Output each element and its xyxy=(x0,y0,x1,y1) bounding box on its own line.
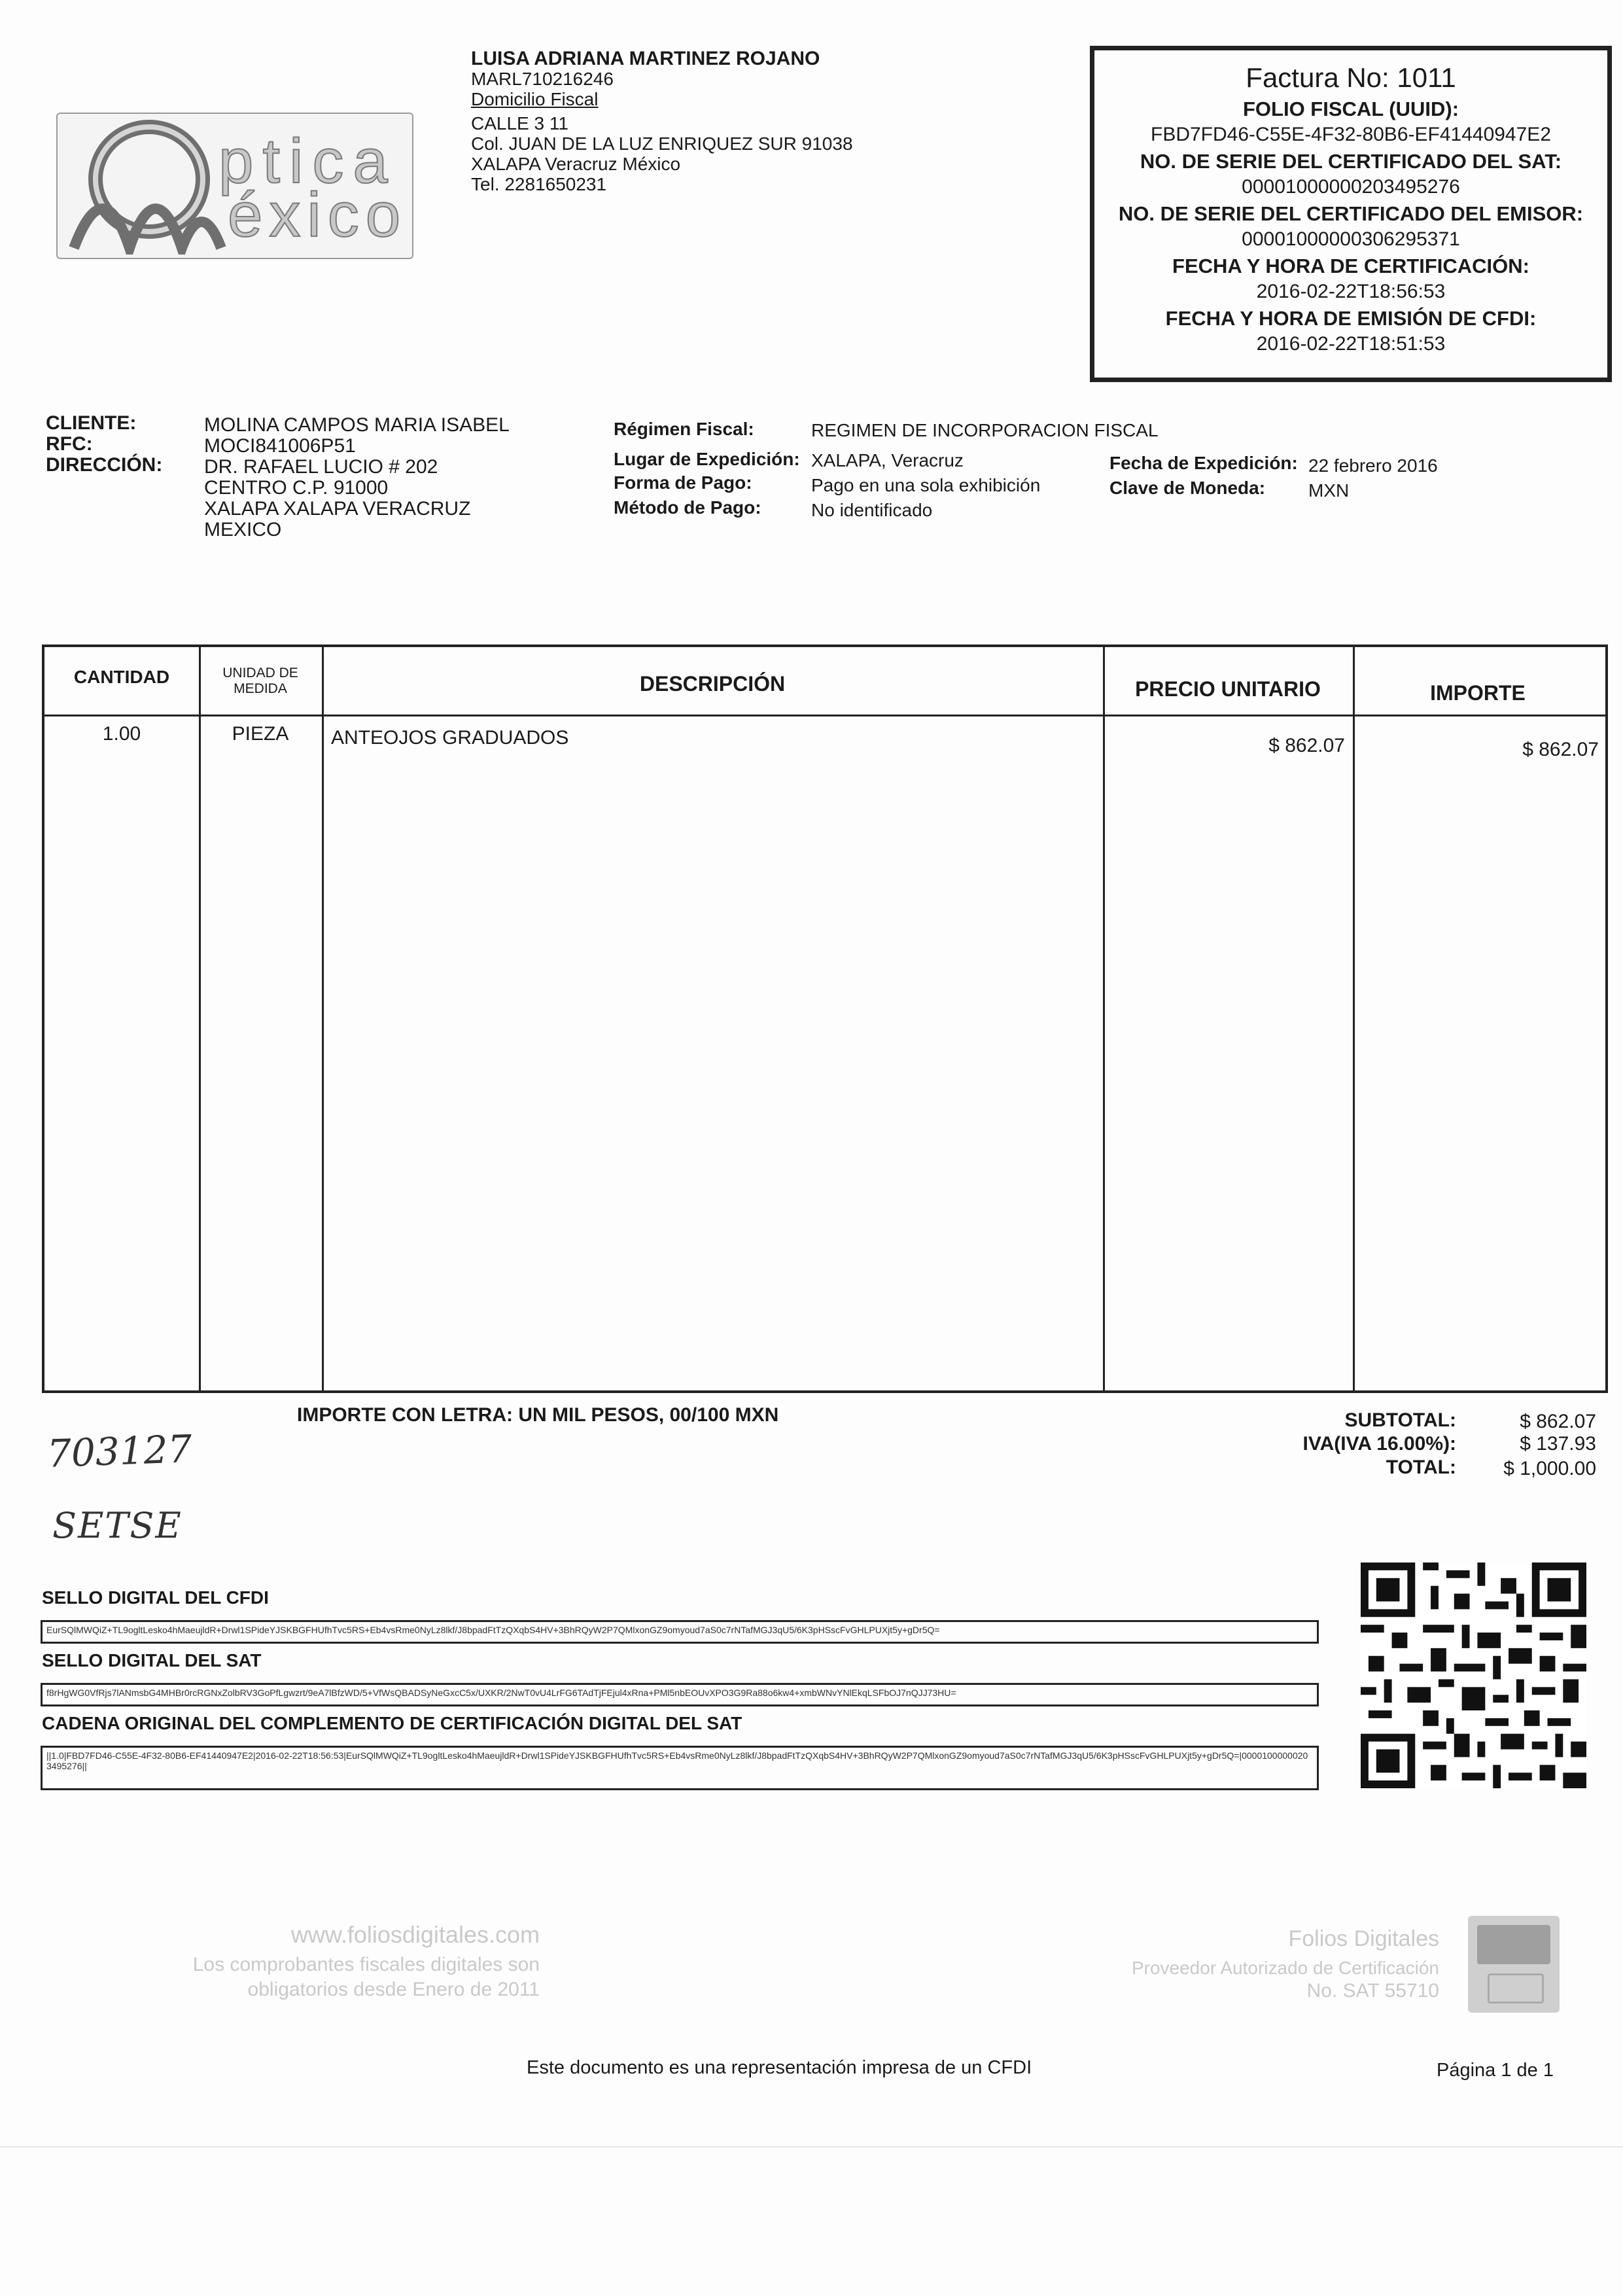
cert-date-label: FECHA Y HORA DE CERTIFICACIÓN: xyxy=(1172,255,1529,277)
items-table xyxy=(42,645,1608,1393)
cadena-label: CADENA ORIGINAL DEL COMPLEMENTO DE CERTIFICACIÓN DIGITAL DEL SAT xyxy=(42,1713,742,1733)
emisor-cert-label: NO. DE SERIE DEL CERTIFICADO DEL EMISOR: xyxy=(1118,202,1584,225)
header-importe: IMPORTE xyxy=(1430,681,1526,705)
forma-label: Forma de Pago: xyxy=(614,472,752,493)
sello-cfdi-box: EurSQlMWQiZ+TL9ogltLesko4hMaeujldR+Drwl1SPideYJSKBGFHUfhTvc5RS+Eb4vsRme0NyLz8lkf/J8bpadFtTzQXqbS4HV+3BhRQyW2P7QMlxonGZ9omyoud7aS0c7rNTafMGJ3qU5/6K3pHSscFvGHLPUXjt5y+gDr5Q= xyxy=(41,1620,1319,1644)
footer-note-2: obligatorios desde Enero de 2011 xyxy=(247,1979,540,2000)
cfdi-representation-note: Este documento es una representación impresa de un CFDI xyxy=(527,2057,1032,2078)
lugar-value: XALAPA, Veracruz xyxy=(811,450,964,470)
regimen-label: Régimen Fiscal: xyxy=(614,419,754,439)
sat-seal-icon xyxy=(1468,1916,1560,2013)
logo-mark-icon xyxy=(64,117,228,255)
folio-value: FBD7FD46-C55E-4F32-80B6-EF41440947E2 xyxy=(1151,124,1551,145)
sat-cert-label: NO. DE SERIE DEL CERTIFICADO DEL SAT: xyxy=(1140,150,1562,173)
folio-label: FOLIO FISCAL (UUID): xyxy=(1242,97,1459,120)
rfc-label: RFC: xyxy=(46,433,93,455)
emision-date-label: FECHA Y HORA DE EMISIÓN DE CFDI: xyxy=(1165,307,1537,330)
sello-sat-box: f8rHgWG0VfRjs7lANmsbG4MHBr0rcRGNxZolbRV3GoPfLgwzrt/9eA7lBfzWD/5+VfWsQBADSyNeGxcC5x/UXKR/2NwT0vU4LrFG6TAdTjFEjul4xRna+PMl5nbEOUvXPO3G9Ra88o6kw4+xmbWNvYNlEkqLSFbOJ7nQJJ73HU= xyxy=(41,1683,1319,1706)
cliente-label: CLIENTE: xyxy=(46,412,137,434)
domicilio-label: Domicilio Fiscal xyxy=(471,89,599,109)
footer-website: www.foliosdigitales.com xyxy=(290,1921,540,1948)
client-name: MOLINA CAMPOS MARIA ISABEL xyxy=(204,414,510,436)
emision-date-value: 2016-02-22T18:51:53 xyxy=(1256,333,1446,355)
client-rfc: MOCI841006P51 xyxy=(204,435,356,457)
regimen-value: REGIMEN DE INCORPORACION FISCAL xyxy=(811,420,1159,440)
importe-letra xyxy=(297,1404,778,1426)
logo-text-optica: ptica xyxy=(218,126,397,196)
header-unidad-line1: UNIDAD DE xyxy=(222,665,298,680)
col-divider xyxy=(199,647,201,1390)
client-addr-4: MEXICO xyxy=(204,519,282,540)
handwritten-number: 703127 xyxy=(46,1426,193,1476)
moneda-value: MXN xyxy=(1308,480,1350,501)
issuer-phone: Tel. 2281650231 xyxy=(471,174,607,194)
invoice-number: Factura No: 1011 xyxy=(1246,62,1456,93)
lugar-label: Lugar de Expedición: xyxy=(614,449,800,469)
header-descripcion: DESCRIPCIÓN xyxy=(639,672,786,696)
issuer-name: LUISA ADRIANA MARTINEZ ROJANO xyxy=(471,48,820,69)
issuer-city: XALAPA Veracruz México xyxy=(471,154,681,174)
cell-descripcion: ANTEOJOS GRADUADOS xyxy=(331,727,569,749)
cell-cantidad: 1.00 xyxy=(102,723,141,745)
qr-code-icon xyxy=(1361,1563,1586,1788)
footer-brand: Folios Digitales xyxy=(1288,1926,1439,1951)
issuer-colonia: Col. JUAN DE LA LUZ ENRIQUEZ SUR 91038 xyxy=(471,133,853,154)
client-addr-1: DR. RAFAEL LUCIO # 202 xyxy=(204,456,438,478)
cell-importe: $ 862.07 xyxy=(1522,739,1599,760)
client-addr-3: XALAPA XALAPA VERACRUZ xyxy=(204,498,471,520)
company-logo xyxy=(56,113,413,259)
metodo-label: Método de Pago: xyxy=(614,497,761,518)
cell-unidad: PIEZA xyxy=(232,723,289,745)
page-edge-line xyxy=(0,2146,1623,2147)
subtotal-value: $ 862.07 xyxy=(1520,1411,1596,1432)
header-divider xyxy=(44,715,1605,716)
header-cantidad: CANTIDAD xyxy=(73,667,170,687)
iva-label: IVA(IVA 16.00%): xyxy=(1302,1433,1456,1455)
handwritten-note: SETSE xyxy=(52,1505,183,1546)
page-number: Página 1 de 1 xyxy=(1437,2060,1554,2081)
total-value: $ 1,000.00 xyxy=(1503,1458,1596,1479)
issuer-street: CALLE 3 11 xyxy=(471,113,568,133)
issuer-block xyxy=(471,48,853,194)
header-precio: PRECIO UNITARIO xyxy=(1135,677,1321,701)
header-unidad-line2: MEDIDA xyxy=(234,681,287,696)
footer-sat-number: No. SAT 55710 xyxy=(1306,1980,1439,2002)
cell-precio: $ 862.07 xyxy=(1268,735,1345,756)
emisor-cert-value: 00001000000306295371 xyxy=(1242,228,1460,250)
header-unidad xyxy=(199,665,322,697)
fecha-label: Fecha de Expedición: xyxy=(1109,453,1298,473)
logo-text-mexico: éxico xyxy=(228,180,408,250)
col-divider xyxy=(322,647,324,1390)
col-divider xyxy=(1103,647,1105,1390)
fecha-value: 22 febrero 2016 xyxy=(1308,455,1438,476)
importe-letra-value: UN MIL PESOS, 00/100 MXN xyxy=(518,1404,779,1426)
moneda-label: Clave de Moneda: xyxy=(1109,478,1266,498)
sello-sat-label: SELLO DIGITAL DEL SAT xyxy=(42,1650,262,1670)
subtotal-label: SUBTOTAL: xyxy=(1344,1409,1456,1431)
client-details xyxy=(204,415,510,540)
invoice-info-box xyxy=(1090,46,1612,382)
client-addr-2: CENTRO C.P. 91000 xyxy=(204,477,389,499)
footer-provider: Proveedor Autorizado de Certificación xyxy=(1131,1958,1439,1978)
iva-value: $ 137.93 xyxy=(1520,1433,1596,1455)
total-label: TOTAL: xyxy=(1386,1457,1456,1478)
metodo-value: No identificado xyxy=(811,500,933,520)
cadena-box: ||1.0|FBD7FD46-C55E-4F32-80B6-EF41440947E2|2016-02-22T18:56:53|EurSQlMWQiZ+TL9ogltLesko4hMaeujldR+Drwl1SPideYJSKBGFHUfhTvc5RS+Eb4vsRme0NyLz8lkf/J8bpadFtTzQXqbS4HV+3BhRQyW2P7QMlxonGZ9omyoud7aS0c7rNTafMGJ3qU5/6K3pHSscFvGHLPUXjt5y+gDr5Q=|00001000000203495276|| xyxy=(41,1746,1319,1790)
cert-date-value: 2016-02-22T18:56:53 xyxy=(1256,281,1446,302)
direccion-label: DIRECCIÓN: xyxy=(46,454,163,476)
sello-cfdi-label: SELLO DIGITAL DEL CFDI xyxy=(42,1587,269,1608)
issuer-rfc: MARL710216246 xyxy=(471,69,614,89)
forma-value: Pago en una sola exhibición xyxy=(811,475,1041,495)
sat-cert-value: 00001000000203495276 xyxy=(1242,176,1460,198)
importe-letra-label: IMPORTE CON LETRA: xyxy=(297,1404,513,1426)
footer-note-1: Los comprobantes fiscales digitales son xyxy=(192,1954,540,1975)
